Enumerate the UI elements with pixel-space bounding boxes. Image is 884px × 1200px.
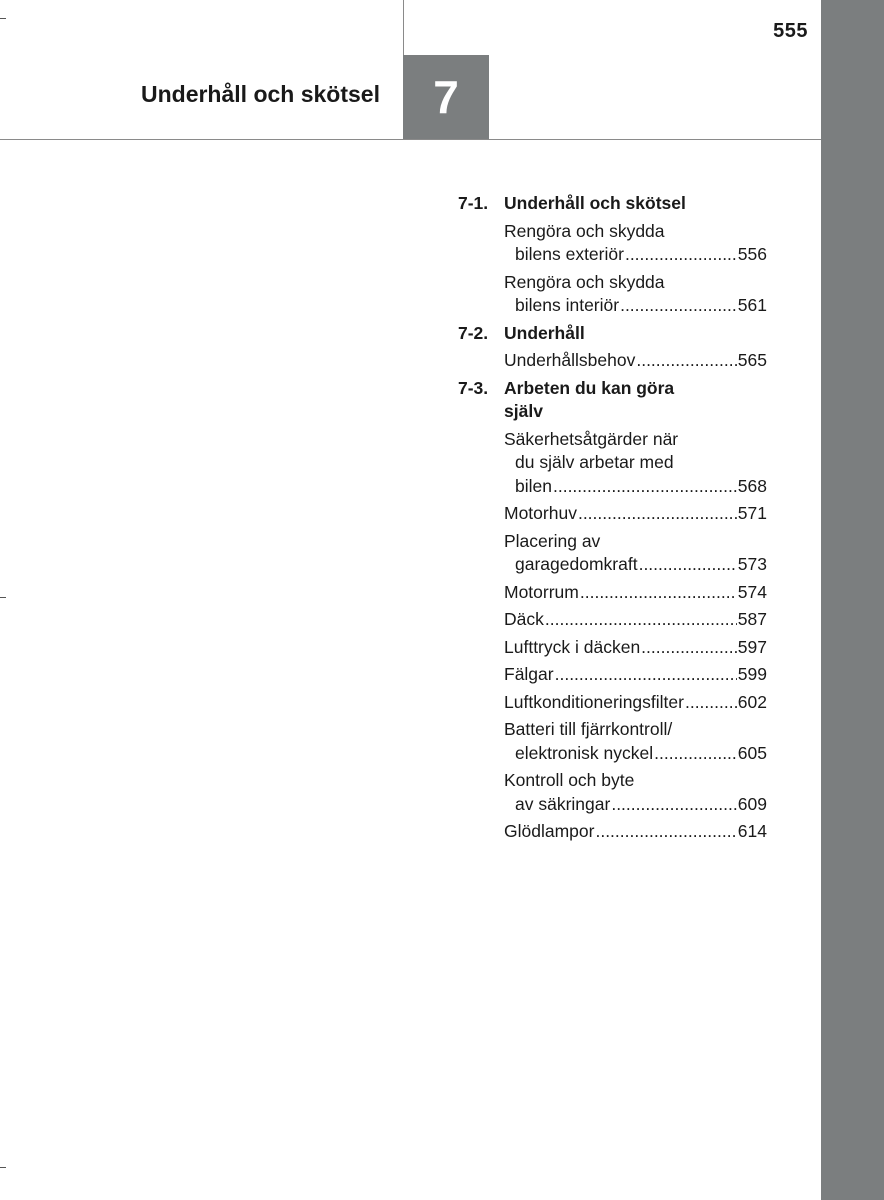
toc-entry-leader-line [504, 663, 767, 687]
toc-entry-line: Batteri till fjärrkontroll/ [504, 719, 673, 739]
toc-entry-title: Underhållsbehov [504, 350, 636, 370]
toc-entry[interactable] [504, 220, 767, 267]
toc-section-number: 7-3. [458, 377, 489, 398]
toc-entry-title: elektronisk nyckel [515, 742, 654, 763]
toc-entry-title: Glödlampor [504, 821, 595, 841]
toc-entry-leader-line [504, 636, 767, 660]
toc-page-number: 556 [737, 244, 767, 264]
toc-entry[interactable] [504, 271, 767, 318]
toc-entry[interactable] [504, 691, 767, 715]
toc-entry-line: du själv arbetar med [515, 452, 674, 472]
toc-entry-leader-line [504, 742, 767, 766]
toc-page-number: 597 [737, 636, 767, 657]
dot-leader [545, 608, 737, 632]
toc-section-number: 7-1. [458, 193, 489, 213]
toc-entry[interactable] [504, 349, 767, 373]
dot-leader [639, 553, 737, 577]
dot-leader [641, 636, 737, 660]
toc-entry-leader-line [504, 691, 767, 715]
chapter-title: Underhåll och skötsel [140, 81, 380, 107]
toc-entry-leader-line [504, 243, 767, 267]
toc-page-number: 602 [737, 691, 767, 712]
toc-entry-title: Däck [504, 609, 544, 629]
toc-entry-leader-line [504, 475, 767, 499]
toc-entry[interactable] [504, 608, 767, 632]
toc-entry[interactable] [504, 769, 767, 816]
toc-section-number: 7-2. [458, 322, 489, 343]
toc-entry-leader-line [504, 608, 767, 632]
toc-page-number: 587 [737, 609, 767, 629]
table-of-contents [458, 192, 767, 844]
toc-entry-title: bilens interiör [515, 295, 620, 315]
toc-entry-line: Säkerhetsåtgärder när [504, 428, 679, 449]
chapter-number: 7 [433, 71, 459, 123]
toc-entry-title: Fälgar [504, 664, 554, 684]
crop-mark [0, 597, 6, 598]
toc-page-number: 609 [737, 793, 767, 814]
toc-entry-title: Lufttryck i däcken [504, 636, 641, 657]
toc-entry-line: Rengöra och skydda [504, 271, 665, 292]
toc-section-title-line: Underhåll [504, 322, 585, 343]
toc-page-number: 614 [737, 821, 767, 841]
toc-entry[interactable] [504, 636, 767, 660]
toc-entry-line: Rengöra och skydda [504, 220, 665, 241]
toc-page-number: 574 [737, 581, 767, 602]
toc-entry[interactable] [504, 820, 767, 844]
toc-entry-line: Kontroll och byte [504, 770, 635, 790]
side-tab-bar [821, 0, 884, 1200]
toc-section-heading [458, 322, 767, 346]
toc-entry-leader-line [504, 820, 767, 844]
toc-entry-title: Motorrum [504, 581, 579, 602]
dot-leader [636, 349, 736, 373]
dot-leader [654, 742, 737, 766]
toc-entry-title: garagedomkraft [515, 554, 638, 574]
dot-leader [620, 294, 737, 318]
page-number: 555 [773, 20, 808, 42]
toc-page-number: 605 [737, 742, 767, 763]
toc-entry[interactable] [504, 581, 767, 605]
dot-leader [578, 502, 737, 526]
dot-leader [611, 793, 736, 817]
header-divider [0, 139, 821, 140]
toc-entry-title: Luftkonditioneringsfilter [504, 691, 684, 712]
toc-entry[interactable] [504, 663, 767, 687]
header-divider-vertical [403, 0, 404, 55]
toc-section-title [504, 322, 767, 346]
toc-page-number: 561 [737, 295, 767, 315]
toc-page-number: 599 [737, 664, 767, 684]
toc-section-title [504, 192, 767, 216]
dot-leader [595, 820, 736, 844]
toc-page-number: 573 [737, 554, 767, 574]
toc-entry-leader-line [504, 793, 767, 817]
toc-section-title-line: Underhåll och skötsel [504, 193, 686, 213]
dot-leader [553, 475, 737, 499]
toc-entry-line: Placering av [504, 530, 601, 551]
toc-entry-leader-line [504, 581, 767, 605]
toc-entry-leader-line [504, 553, 767, 577]
crop-mark [0, 1167, 6, 1168]
toc-entry[interactable] [504, 718, 767, 765]
toc-entry-leader-line [504, 349, 767, 373]
toc-entry[interactable] [504, 530, 767, 577]
toc-entry-title: Motorhuv [504, 503, 577, 523]
toc-entry-title: bilen [515, 475, 552, 496]
toc-page-number: 571 [737, 503, 767, 523]
toc-entry-leader-line [504, 294, 767, 318]
toc-section-heading [458, 192, 767, 216]
chapter-number-box [403, 55, 489, 139]
toc-section-title [504, 377, 767, 424]
dot-leader [555, 663, 737, 687]
toc-entry-leader-line [504, 502, 767, 526]
toc-section-heading [458, 377, 767, 424]
toc-page-number: 565 [737, 350, 767, 370]
crop-mark [0, 18, 6, 19]
toc-entry[interactable] [504, 502, 767, 526]
toc-page-number: 568 [737, 475, 767, 496]
dot-leader [625, 243, 737, 267]
toc-section-title-line: Arbeten du kan göra [504, 377, 675, 398]
toc-entry-title: av säkringar [515, 793, 611, 814]
toc-entry-title: bilens exteriör [515, 244, 624, 264]
dot-leader [580, 581, 737, 605]
toc-entry[interactable] [504, 428, 767, 499]
toc-section-title-line: själv [504, 401, 543, 421]
dot-leader [685, 691, 737, 715]
